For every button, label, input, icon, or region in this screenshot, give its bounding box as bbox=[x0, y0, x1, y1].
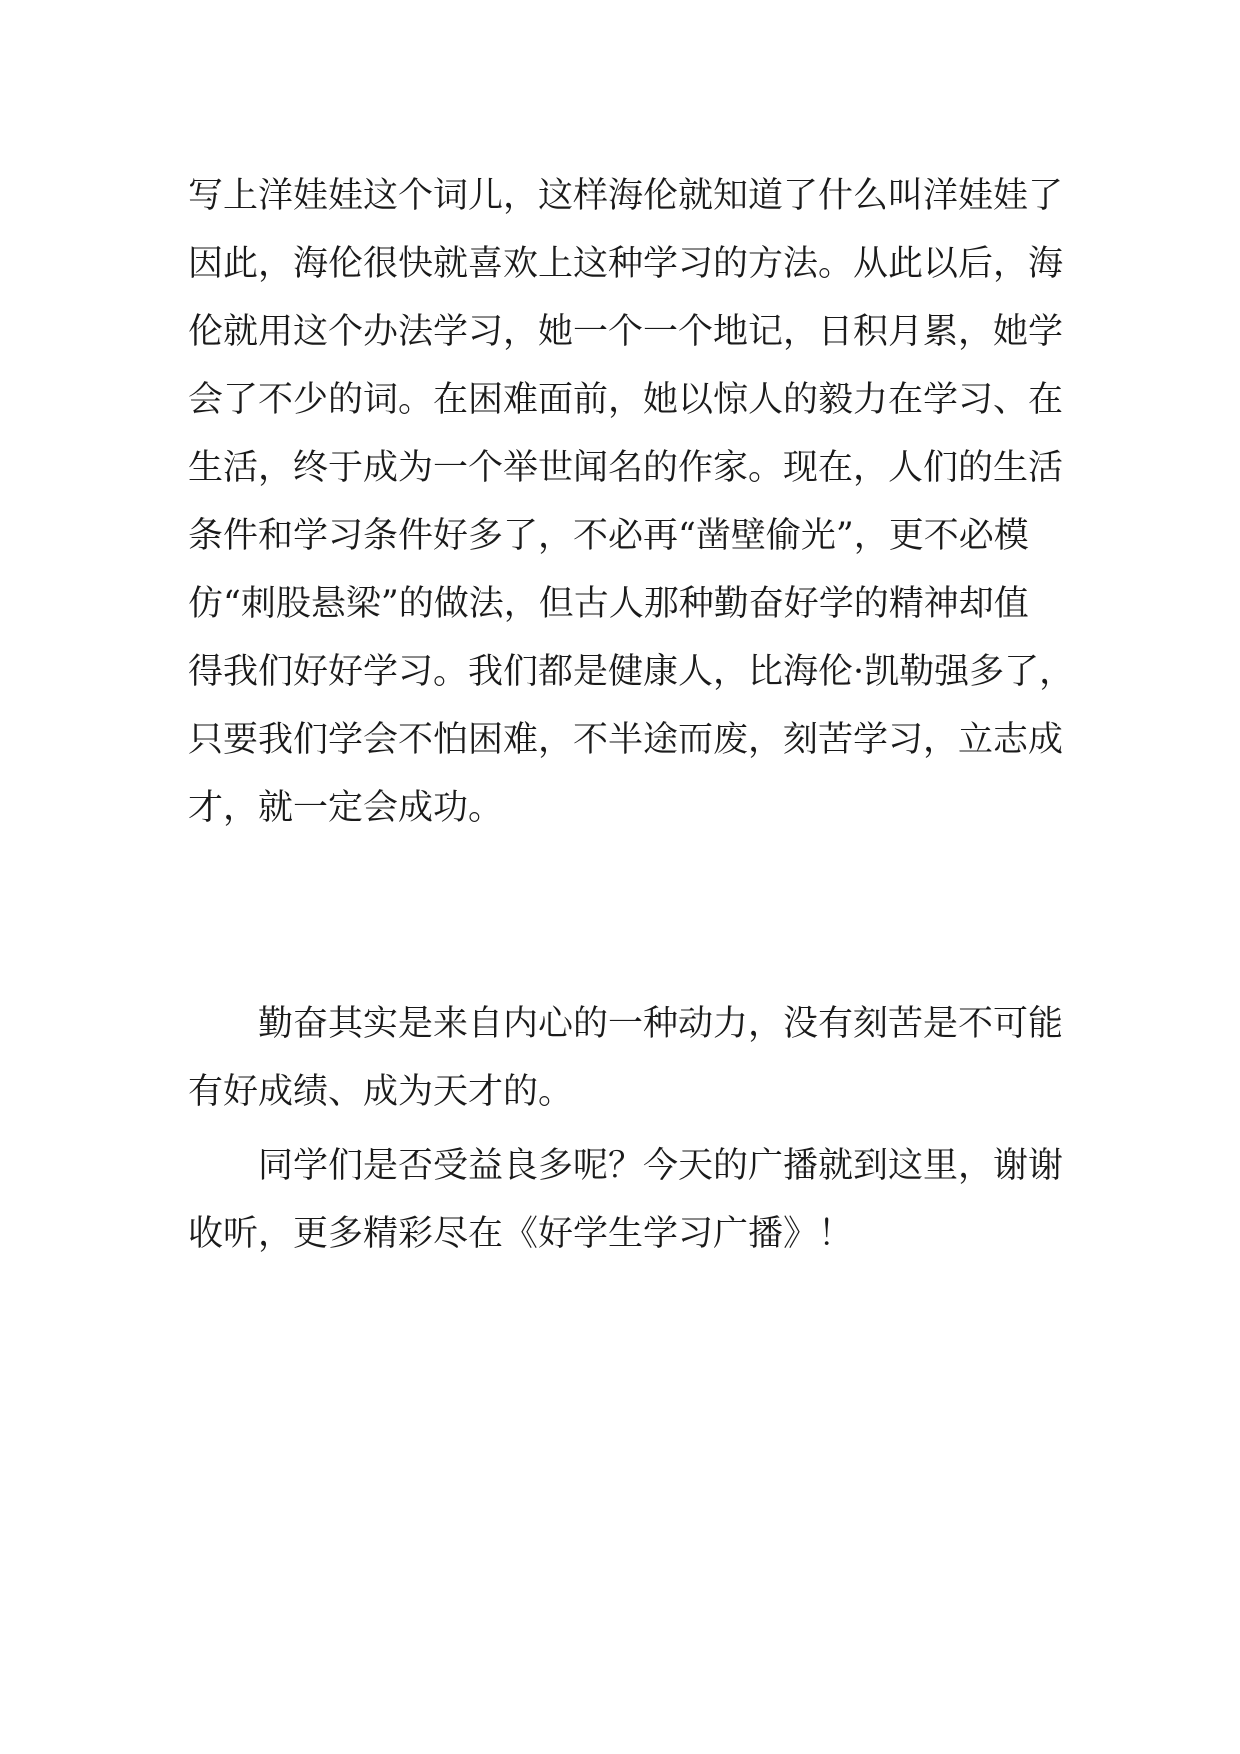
text-line: 生活，终于成为一个举世闻名的作家。现在，人们的生活 bbox=[188, 448, 1064, 488]
text-line: 勤奋其实是来自内心的一种动力，没有刻苦是不可能 bbox=[258, 1004, 1064, 1044]
text-line: 同学们是否受益良多呢？今天的广播就到这里，谢谢 bbox=[258, 1146, 1064, 1186]
text-line: 得我们好好学习。我们都是健康人，比海伦·凯勒强多了， bbox=[188, 652, 1075, 692]
text-line: 有好成绩、成为天才的。 bbox=[188, 1072, 574, 1112]
text-line: 伦就用这个办法学习，她一个一个地记，日积月累，她学 bbox=[188, 312, 1064, 352]
text-line: 写上洋娃娃这个词儿，这样海伦就知道了什么叫洋娃娃了 bbox=[188, 176, 1064, 216]
text-line: 收听，更多精彩尽在《好学生学习广播》！ bbox=[188, 1214, 854, 1254]
text-line: 仿“刺股悬梁”的做法，但古人那种勤奋好学的精神却值 bbox=[188, 584, 1029, 624]
text-line: 才，就一定会成功。 bbox=[188, 788, 504, 828]
text-line: 条件和学习条件好多了，不必再“凿壁偷光”，更不必模 bbox=[188, 516, 1029, 556]
text-line: 只要我们学会不怕困难，不半途而废，刻苦学习，立志成 bbox=[188, 720, 1064, 760]
text-line: 因此，海伦很快就喜欢上这种学习的方法。从此以后，海 bbox=[188, 244, 1064, 284]
text-line: 会了不少的词。在困难面前，她以惊人的毅力在学习、在 bbox=[188, 380, 1064, 420]
